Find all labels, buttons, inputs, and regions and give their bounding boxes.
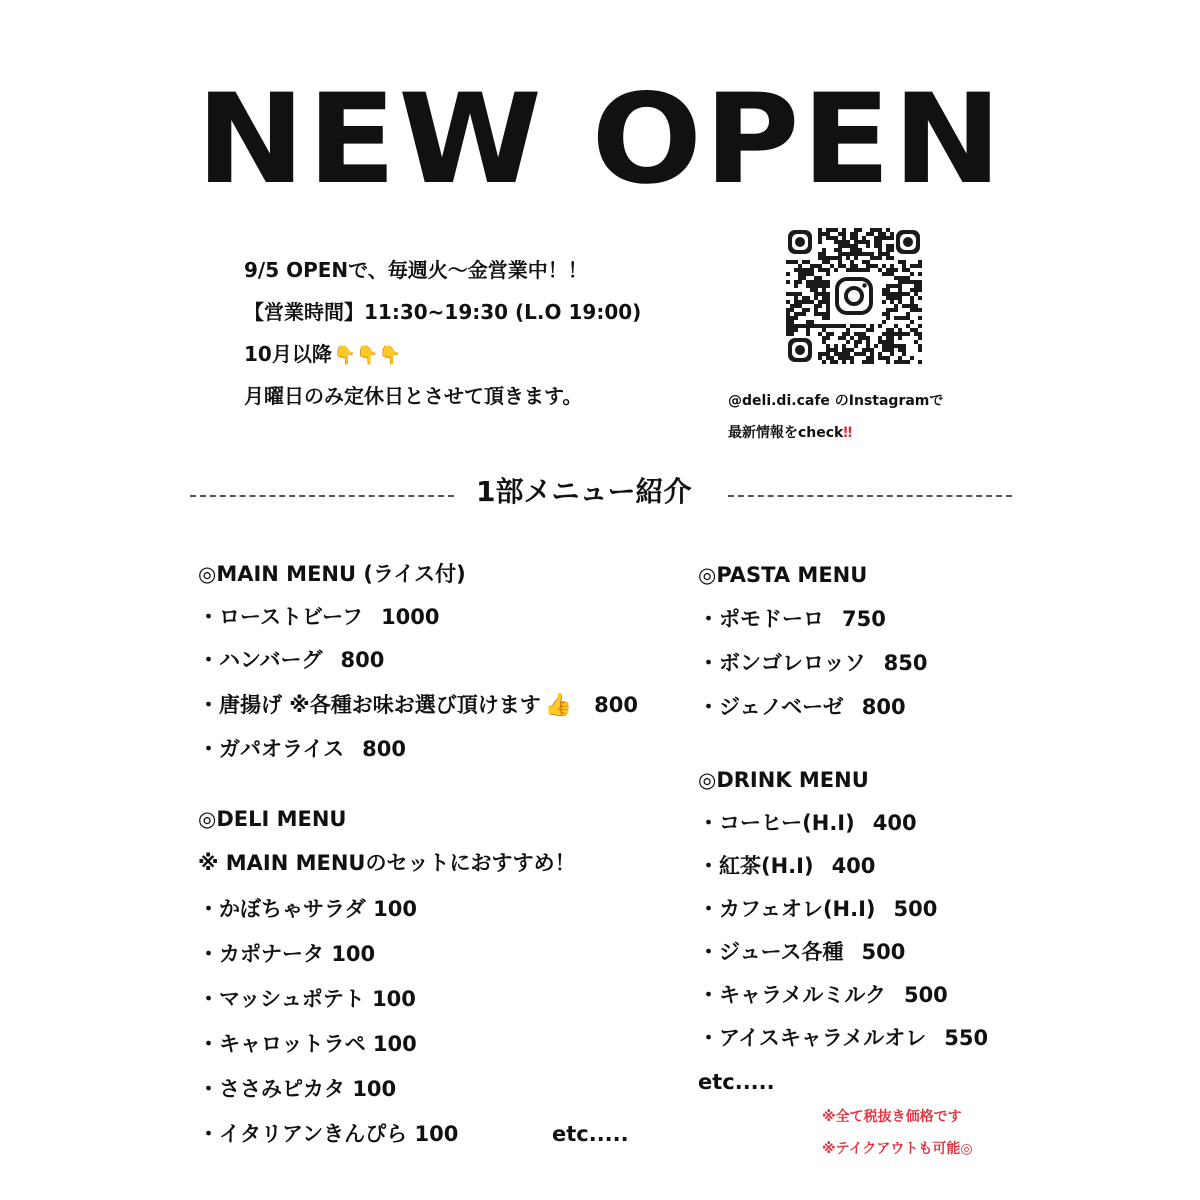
item-price: 500 [903,983,948,1007]
item-name: ・ジェノベーゼ [698,695,844,719]
qr-finder-top-left [788,230,812,254]
item-price: 800 [861,695,906,719]
tax-note: ※全て税抜き価格です [822,1109,962,1125]
item-price: 550 [944,1026,989,1050]
dashed-divider-right [728,495,1012,497]
item-name: ・キャラメルミルク [698,983,886,1007]
drink-menu-item [698,1028,988,1049]
item-price: 100 [372,1032,417,1056]
drink-menu-item [698,985,948,1006]
deli-menu-item [198,899,417,920]
item-price: 100 [372,987,416,1011]
deli-menu-item [198,1079,396,1100]
item-name: ・ポモドーロ [698,607,824,631]
item-price: 500 [861,940,906,964]
deli-menu-item [198,1034,417,1055]
item-price: 500 [893,897,938,921]
pointing-down-icon: 👇👇👇 [333,345,402,366]
item-name: ・ガパオライス [198,737,345,761]
october-label: 10月以降 [244,342,332,366]
item-name: ・唐揚げ ※各種お味お選び頂けます [198,693,541,717]
item-price: 800 [340,648,385,672]
check-label: 最新情報をcheck [728,425,844,441]
item-name: ・イタリアンきんぴら [198,1122,408,1146]
drink-menu-item [698,899,937,920]
instagram-qr-code[interactable] [786,228,922,364]
item-name: ・カフェオレ(H.I) [698,897,876,921]
item-price: 400 [872,811,917,835]
deli-menu-note: ※ MAIN MENUのセットにおすすめ！ [198,851,576,875]
item-name: ・かぼちゃサラダ [198,897,366,921]
instagram-handle-text: @deli.di.cafe のInstagramで [728,393,944,409]
pasta-menu-item [698,653,927,674]
deli-menu-etc: etc..... [552,1122,629,1146]
item-name: ・紅茶(H.I) [698,854,814,878]
item-price: 750 [842,607,886,631]
item-price: 100 [331,942,376,966]
pasta-menu-item [698,697,906,718]
item-name: ・アイスキャラメルオレ [698,1026,927,1050]
headline-new-open: NEW OPEN [196,68,1004,212]
qr-finder-top-right [896,230,920,254]
main-menu-item [198,650,384,671]
main-menu-item [198,739,406,760]
deli-menu-item [198,944,375,965]
item-name: ・コーヒー(H.I) [698,811,855,835]
drink-menu-item [698,856,875,877]
item-name: ・ハンバーグ [198,648,323,672]
main-menu-title: ◎MAIN MENU (ライス付) [198,562,466,586]
item-price: 400 [831,854,876,878]
main-menu-item [198,695,638,717]
open-date-text: 9/5 OPENで、毎週火〜金営業中！！ [244,258,588,282]
item-price: 100 [414,1122,459,1146]
item-name: ・カポナータ [198,942,324,966]
item-price: 800 [362,737,407,761]
drink-menu-etc: etc..... [698,1070,775,1094]
item-price: 850 [883,651,928,675]
drink-menu-item [698,813,917,834]
item-name: ・ささみピカタ [198,1077,345,1101]
menu-intro-title: 1部メニュー紹介 [476,475,692,508]
item-name: ・ボンゴレロッソ [698,651,866,675]
thumbs-up-icon: 👍 [544,693,573,718]
drink-menu-item [698,942,905,963]
pasta-menu-title: ◎PASTA MENU [698,563,868,587]
item-name: ・ジュース各種 [698,940,844,964]
item-name: ・ローストビーフ [198,605,364,629]
item-price: 1000 [381,605,440,629]
check-latest-info-text [728,426,852,440]
instagram-icon [832,274,876,318]
item-name: ・マッシュポテト [198,987,365,1011]
takeout-note: ※テイクアウトも可能◎ [822,1141,973,1157]
deli-menu-item [198,989,416,1010]
item-price: 100 [373,897,417,921]
drink-menu-title: ◎DRINK MENU [698,768,869,792]
closed-day-text: 月曜日のみ定休日とさせて頂きます。 [244,384,583,408]
business-hours-text: 【営業時間】11:30~19:30 (L.O 19:00) [244,300,642,324]
item-name: ・キャロットラペ [198,1032,366,1056]
october-notice-text [244,344,401,365]
deli-menu-title: ◎DELI MENU [198,807,347,831]
item-price: 800 [594,693,638,717]
pasta-menu-item [698,609,886,630]
dashed-divider-left [190,495,454,497]
main-menu-item [198,607,440,628]
deli-menu-item [198,1124,458,1145]
item-price: 100 [352,1077,397,1101]
double-exclamation-icon: ‼ [843,425,853,441]
qr-finder-bottom-left [788,338,812,362]
